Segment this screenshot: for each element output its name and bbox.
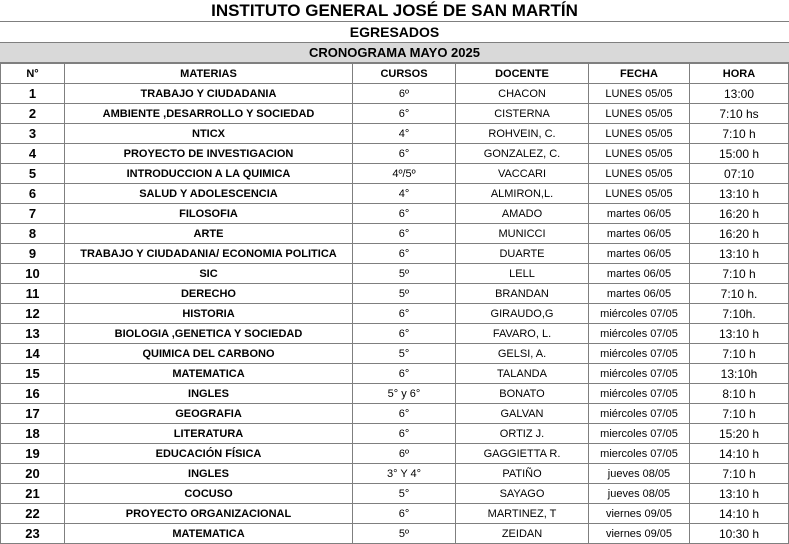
cell-fecha[interactable]: martes 06/05 xyxy=(589,244,690,264)
cell-curso[interactable]: 4° xyxy=(353,124,456,144)
cell-fecha[interactable]: LUNES 05/05 xyxy=(589,84,690,104)
cell-materia[interactable]: INGLES xyxy=(65,464,353,484)
cell-num[interactable]: 5 xyxy=(1,164,65,184)
cell-hora[interactable]: 7:10 h. xyxy=(690,284,789,304)
table-row xyxy=(1,284,789,304)
cell-num[interactable]: 14 xyxy=(1,344,65,364)
cell-curso[interactable]: 6° xyxy=(353,364,456,384)
table-body xyxy=(1,84,789,544)
cell-curso[interactable]: 6° xyxy=(353,104,456,124)
cell-curso[interactable]: 6° xyxy=(353,424,456,444)
col-header-num[interactable]: N° xyxy=(1,64,65,84)
cell-fecha[interactable]: miercoles 07/05 xyxy=(589,424,690,444)
cell-docente[interactable]: SAYAGO xyxy=(456,484,589,504)
cell-curso[interactable]: 5° xyxy=(353,484,456,504)
cell-fecha[interactable]: miércoles 07/05 xyxy=(589,344,690,364)
table-row xyxy=(1,384,789,404)
cell-materia[interactable]: INGLES xyxy=(65,384,353,404)
cell-docente[interactable]: LELL xyxy=(456,264,589,284)
table-row xyxy=(1,224,789,244)
cell-materia[interactable]: FILOSOFIA xyxy=(65,204,353,224)
cell-hora[interactable]: 13:10 h xyxy=(690,324,789,344)
header-row xyxy=(1,64,789,84)
cell-hora[interactable]: 10:30 h xyxy=(690,524,789,544)
cell-curso[interactable]: 3° Y 4° xyxy=(353,464,456,484)
cell-hora[interactable]: 7:10 h xyxy=(690,464,789,484)
cell-materia[interactable]: QUIMICA DEL CARBONO xyxy=(65,344,353,364)
table-row xyxy=(1,464,789,484)
table-row xyxy=(1,404,789,424)
cell-docente[interactable]: CISTERNA xyxy=(456,104,589,124)
table-row xyxy=(1,124,789,144)
cell-docente[interactable]: ORTIZ J. xyxy=(456,424,589,444)
cell-num[interactable]: 2 xyxy=(1,104,65,124)
institution-title: INSTITUTO GENERAL JOSÉ DE SAN MARTÍN xyxy=(0,0,789,22)
cell-docente[interactable]: GAGGIETTA R. xyxy=(456,444,589,464)
cell-curso[interactable]: 5º xyxy=(353,524,456,544)
cell-fecha[interactable]: martes 06/05 xyxy=(589,264,690,284)
cell-num[interactable]: 21 xyxy=(1,484,65,504)
cell-docente[interactable]: AMADO xyxy=(456,204,589,224)
cell-num[interactable]: 9 xyxy=(1,244,65,264)
col-header-fecha[interactable]: FECHA xyxy=(589,64,690,84)
cell-num[interactable]: 7 xyxy=(1,204,65,224)
cell-num[interactable]: 4 xyxy=(1,144,65,164)
cell-docente[interactable]: MUNICCI xyxy=(456,224,589,244)
cell-fecha[interactable]: miércoles 07/05 xyxy=(589,304,690,324)
cell-materia[interactable]: BIOLOGIA ,GENETICA Y SOCIEDAD xyxy=(65,324,353,344)
table-row xyxy=(1,364,789,384)
cell-docente[interactable]: ZEIDAN xyxy=(456,524,589,544)
table-row xyxy=(1,84,789,104)
cell-num[interactable]: 12 xyxy=(1,304,65,324)
cell-materia[interactable]: EDUCACIÓN FÍSICA xyxy=(65,444,353,464)
table-row xyxy=(1,444,789,464)
cell-curso[interactable]: 6° xyxy=(353,204,456,224)
cell-num[interactable]: 18 xyxy=(1,424,65,444)
cell-num[interactable]: 6 xyxy=(1,184,65,204)
cell-hora[interactable]: 7:10 h xyxy=(690,404,789,424)
cell-curso[interactable]: 5° xyxy=(353,344,456,364)
cell-fecha[interactable]: LUNES 05/05 xyxy=(589,124,690,144)
cell-hora[interactable]: 07:10 xyxy=(690,164,789,184)
table-row xyxy=(1,204,789,224)
cell-curso[interactable]: 6° xyxy=(353,244,456,264)
table-row xyxy=(1,104,789,124)
table-row xyxy=(1,264,789,284)
cell-fecha[interactable]: miércoles 07/05 xyxy=(589,364,690,384)
cell-materia[interactable]: INTRODUCCION A LA QUIMICA xyxy=(65,164,353,184)
cell-docente[interactable]: BONATO xyxy=(456,384,589,404)
col-header-docente[interactable]: DOCENTE xyxy=(456,64,589,84)
schedule-title: CRONOGRAMA MAYO 2025 xyxy=(0,43,789,63)
cell-hora[interactable]: 13:10 h xyxy=(690,484,789,504)
cell-num[interactable]: 15 xyxy=(1,364,65,384)
cell-fecha[interactable]: miércoles 07/05 xyxy=(589,324,690,344)
cell-docente[interactable]: TALANDA xyxy=(456,364,589,384)
table-row xyxy=(1,164,789,184)
cell-num[interactable]: 16 xyxy=(1,384,65,404)
cell-hora[interactable]: 15:20 h xyxy=(690,424,789,444)
cell-num[interactable]: 11 xyxy=(1,284,65,304)
cell-fecha[interactable]: LUNES 05/05 xyxy=(589,164,690,184)
cell-docente[interactable]: ROHVEIN, C. xyxy=(456,124,589,144)
cell-materia[interactable]: PROYECTO DE INVESTIGACION xyxy=(65,144,353,164)
table-row xyxy=(1,504,789,524)
table-row xyxy=(1,304,789,324)
cell-fecha[interactable]: jueves 08/05 xyxy=(589,484,690,504)
cell-hora[interactable]: 16:20 h xyxy=(690,204,789,224)
cell-fecha[interactable]: martes 06/05 xyxy=(589,284,690,304)
cell-docente[interactable]: MARTINEZ, T xyxy=(456,504,589,524)
cell-fecha[interactable]: martes 06/05 xyxy=(589,224,690,244)
cell-num[interactable]: 19 xyxy=(1,444,65,464)
cell-num[interactable]: 22 xyxy=(1,504,65,524)
cell-docente[interactable]: CHACON xyxy=(456,84,589,104)
cell-fecha[interactable]: jueves 08/05 xyxy=(589,464,690,484)
cell-docente[interactable]: GELSI, A. xyxy=(456,344,589,364)
cell-docente[interactable]: BRANDAN xyxy=(456,284,589,304)
cell-hora[interactable]: 7:10h. xyxy=(690,304,789,324)
cell-hora[interactable]: 7:10 h xyxy=(690,344,789,364)
cell-num[interactable]: 10 xyxy=(1,264,65,284)
cell-fecha[interactable]: LUNES 05/05 xyxy=(589,184,690,204)
cell-curso[interactable]: 6º xyxy=(353,444,456,464)
cell-materia[interactable]: SALUD Y ADOLESCENCIA xyxy=(65,184,353,204)
cell-num[interactable]: 1 xyxy=(1,84,65,104)
table-row xyxy=(1,184,789,204)
cell-num[interactable]: 23 xyxy=(1,524,65,544)
cell-curso[interactable]: 6° xyxy=(353,324,456,344)
cell-num[interactable]: 20 xyxy=(1,464,65,484)
cell-fecha[interactable]: LUNES 05/05 xyxy=(589,104,690,124)
table-row xyxy=(1,524,789,544)
cell-docente[interactable]: PATIÑO xyxy=(456,464,589,484)
cell-curso[interactable]: 4º/5º xyxy=(353,164,456,184)
cell-num[interactable]: 17 xyxy=(1,404,65,424)
cell-docente[interactable]: FAVARO, L. xyxy=(456,324,589,344)
cell-curso[interactable]: 6º xyxy=(353,84,456,104)
cell-materia[interactable]: SIC xyxy=(65,264,353,284)
cell-materia[interactable]: HISTORIA xyxy=(65,304,353,324)
table-row xyxy=(1,144,789,164)
cell-fecha[interactable]: miércoles 07/05 xyxy=(589,384,690,404)
cell-materia[interactable]: COCUSO xyxy=(65,484,353,504)
cell-hora[interactable]: 13:10 h xyxy=(690,184,789,204)
col-header-hora[interactable]: HORA xyxy=(690,64,789,84)
cell-docente[interactable]: GONZALEZ, C. xyxy=(456,144,589,164)
cell-num[interactable]: 13 xyxy=(1,324,65,344)
cell-hora[interactable]: 13:10h xyxy=(690,364,789,384)
cell-curso[interactable]: 5º xyxy=(353,264,456,284)
cell-docente[interactable]: DUARTE xyxy=(456,244,589,264)
cell-materia[interactable]: PROYECTO ORGANIZACIONAL xyxy=(65,504,353,524)
cell-materia[interactable]: MATEMATICA xyxy=(65,524,353,544)
cell-docente[interactable]: ALMIRON,L. xyxy=(456,184,589,204)
cell-curso[interactable]: 6° xyxy=(353,504,456,524)
cell-fecha[interactable]: LUNES 05/05 xyxy=(589,144,690,164)
subtitle: EGRESADOS xyxy=(0,22,789,43)
cell-curso[interactable]: 6° xyxy=(353,304,456,324)
cell-curso[interactable]: 5º xyxy=(353,284,456,304)
cell-hora[interactable]: 13:10 h xyxy=(690,244,789,264)
cell-hora[interactable]: 14:10 h xyxy=(690,504,789,524)
cell-curso[interactable]: 4° xyxy=(353,184,456,204)
table-row xyxy=(1,324,789,344)
cell-fecha[interactable]: miércoles 07/05 xyxy=(589,404,690,424)
cell-fecha[interactable]: viernes 09/05 xyxy=(589,524,690,544)
cell-curso[interactable]: 6° xyxy=(353,224,456,244)
table-row xyxy=(1,244,789,264)
cell-materia[interactable]: DERECHO xyxy=(65,284,353,304)
cell-docente[interactable]: GIRAUDO,G xyxy=(456,304,589,324)
cell-materia[interactable]: TRABAJO Y CIUDADANIA xyxy=(65,84,353,104)
cell-materia[interactable]: TRABAJO Y CIUDADANIA/ ECONOMIA POLITICA xyxy=(65,244,353,264)
schedule-table xyxy=(0,63,789,544)
table-row xyxy=(1,424,789,444)
cell-materia[interactable]: MATEMATICA xyxy=(65,364,353,384)
cell-hora[interactable]: 7:10 h xyxy=(690,124,789,144)
cell-docente[interactable]: VACCARI xyxy=(456,164,589,184)
cell-num[interactable]: 3 xyxy=(1,124,65,144)
table-row xyxy=(1,344,789,364)
cell-curso[interactable]: 6° xyxy=(353,144,456,164)
col-header-cursos[interactable]: CURSOS xyxy=(353,64,456,84)
cell-materia[interactable]: ARTE xyxy=(65,224,353,244)
cell-materia[interactable]: NTICX xyxy=(65,124,353,144)
cell-hora[interactable]: 15:00 h xyxy=(690,144,789,164)
cell-hora[interactable]: 13:00 xyxy=(690,84,789,104)
cell-docente[interactable]: GALVAN xyxy=(456,404,589,424)
cell-materia[interactable]: LITERATURA xyxy=(65,424,353,444)
cell-hora[interactable]: 14:10 h xyxy=(690,444,789,464)
cell-hora[interactable]: 8:10 h xyxy=(690,384,789,404)
cell-curso[interactable]: 6° xyxy=(353,404,456,424)
cell-fecha[interactable]: miercoles 07/05 xyxy=(589,444,690,464)
table-row xyxy=(1,484,789,504)
cell-hora[interactable]: 7:10 h xyxy=(690,264,789,284)
cell-hora[interactable]: 16:20 h xyxy=(690,224,789,244)
col-header-materias[interactable]: MATERIAS xyxy=(65,64,353,84)
cell-fecha[interactable]: martes 06/05 xyxy=(589,204,690,224)
cell-num[interactable]: 8 xyxy=(1,224,65,244)
cell-curso[interactable]: 5° y 6° xyxy=(353,384,456,404)
cell-materia[interactable]: GEOGRAFIA xyxy=(65,404,353,424)
cell-fecha[interactable]: viernes 09/05 xyxy=(589,504,690,524)
cell-materia[interactable]: AMBIENTE ,DESARROLLO Y SOCIEDAD xyxy=(65,104,353,124)
cell-hora[interactable]: 7:10 hs xyxy=(690,104,789,124)
